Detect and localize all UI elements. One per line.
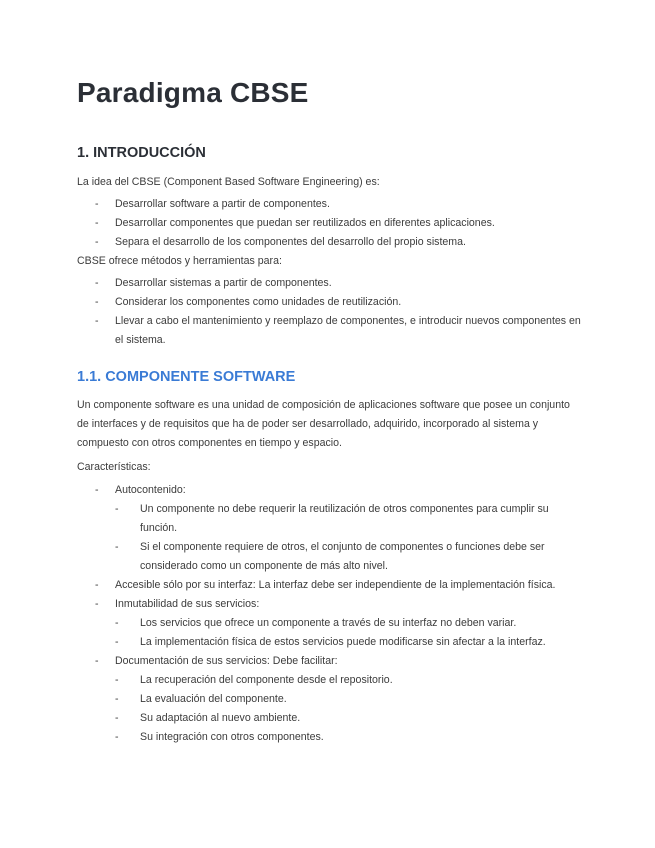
- bullet-dash: -: [95, 296, 99, 308]
- page-title: Paradigma CBSE: [77, 77, 309, 108]
- bullet-dash: -: [95, 484, 99, 496]
- list-item: - Desarrollar software a partir de componentes.: [77, 195, 583, 214]
- bullet-dash: -: [115, 674, 119, 686]
- sublist-item: - Su adaptación al nuevo ambiente.: [115, 709, 583, 728]
- list-item: - Separa el desarrollo de los componentes del desarrollo del propio sistema.: [77, 233, 583, 252]
- bullet-dash: -: [95, 315, 99, 327]
- list-item: - Accesible sólo por su interfaz: La interfaz debe ser independiente de la implementación física.: [77, 576, 583, 595]
- bullet-dash: -: [95, 236, 99, 248]
- bullet-dash: -: [115, 636, 119, 648]
- bullet-dash: -: [115, 731, 119, 743]
- bullet-dash: -: [95, 598, 99, 610]
- intro-paragraph: La idea del CBSE (Component Based Software Engineering) es:: [77, 176, 380, 188]
- sublist-item: - Los servicios que ofrece un componente a través de su interfaz no deben variar.: [115, 614, 583, 633]
- cbse-offers-list: [77, 274, 583, 350]
- bullet-dash: -: [95, 277, 99, 289]
- definition-paragraph: Un componente software es una unidad de composición de aplicaciones software que posee un conjunto de interfaces y de requisitos que ha de poder ser desarrollado, adquirido, incorporado al sistema y compuesto con otros componentes en tiempo y espacio.: [77, 399, 570, 449]
- cbse-ideas-list: [77, 195, 583, 252]
- list-item: - Documentación de sus servicios: Debe facilitar: - La recuperación del componente desde el repositorio. - La evaluación del componente. - Su adaptación al nuevo ambiente. - Su integración con otros componentes.: [77, 652, 583, 747]
- sublist-item: - La implementación física de estos servicios puede modificarse sin afectar a la interfaz.: [115, 633, 583, 652]
- list-item: - Considerar los componentes como unidades de reutilización.: [77, 293, 583, 312]
- list-item: - Desarrollar sistemas a partir de componentes.: [77, 274, 583, 293]
- sublist-item: - Si el componente requiere de otros, el conjunto de componentes o funciones debe ser considerado como un componente de más alto nivel.: [115, 538, 583, 576]
- sublist-item: - La recuperación del componente desde el repositorio.: [115, 671, 583, 690]
- bullet-dash: -: [95, 579, 99, 591]
- list-item: - Llevar a cabo el mantenimiento y reemplazo de componentes, e introducir nuevos componentes en el sistema.: [77, 312, 583, 350]
- bullet-dash: -: [95, 198, 99, 210]
- sublist: [115, 671, 583, 747]
- bullet-dash: -: [115, 693, 119, 705]
- sublist-item: - La evaluación del componente.: [115, 690, 583, 709]
- section-heading-introduccion: 1. INTRODUCCIÓN: [77, 145, 206, 161]
- section-heading-componente-software: 1.1. COMPONENTE SOFTWARE: [77, 369, 296, 385]
- bullet-dash: -: [115, 541, 119, 553]
- characteristics-label: Características:: [77, 461, 151, 473]
- bullet-dash: -: [95, 217, 99, 229]
- bullet-dash: -: [115, 617, 119, 629]
- list-item: - Inmutabilidad de sus servicios: - Los servicios que ofrece un componente a través de su interfaz no deben variar. - La implementación física de estos servicios puede modificarse sin afectar a la interfaz.: [77, 595, 583, 652]
- list-item: - Desarrollar componentes que puedan ser reutilizados en diferentes aplicaciones.: [77, 214, 583, 233]
- bullet-dash: -: [115, 503, 119, 515]
- sublist-item: - Su integración con otros componentes.: [115, 728, 583, 747]
- sublist: [115, 500, 583, 576]
- bullet-dash: -: [95, 655, 99, 667]
- list-item: - Autocontenido: - Un componente no debe requerir la reutilización de otros componentes para cumplir su función. - Si el componente requiere de otros, el conjunto de componentes o funciones debe ser considerado como un componente de más alto nivel.: [77, 481, 583, 576]
- sublist-item: - Un componente no debe requerir la reutilización de otros componentes para cumplir su función.: [115, 500, 583, 538]
- characteristics-list: [77, 481, 583, 747]
- bullet-dash: -: [115, 712, 119, 724]
- sublist: [115, 614, 583, 652]
- intro2-paragraph: CBSE ofrece métodos y herramientas para:: [77, 255, 282, 267]
